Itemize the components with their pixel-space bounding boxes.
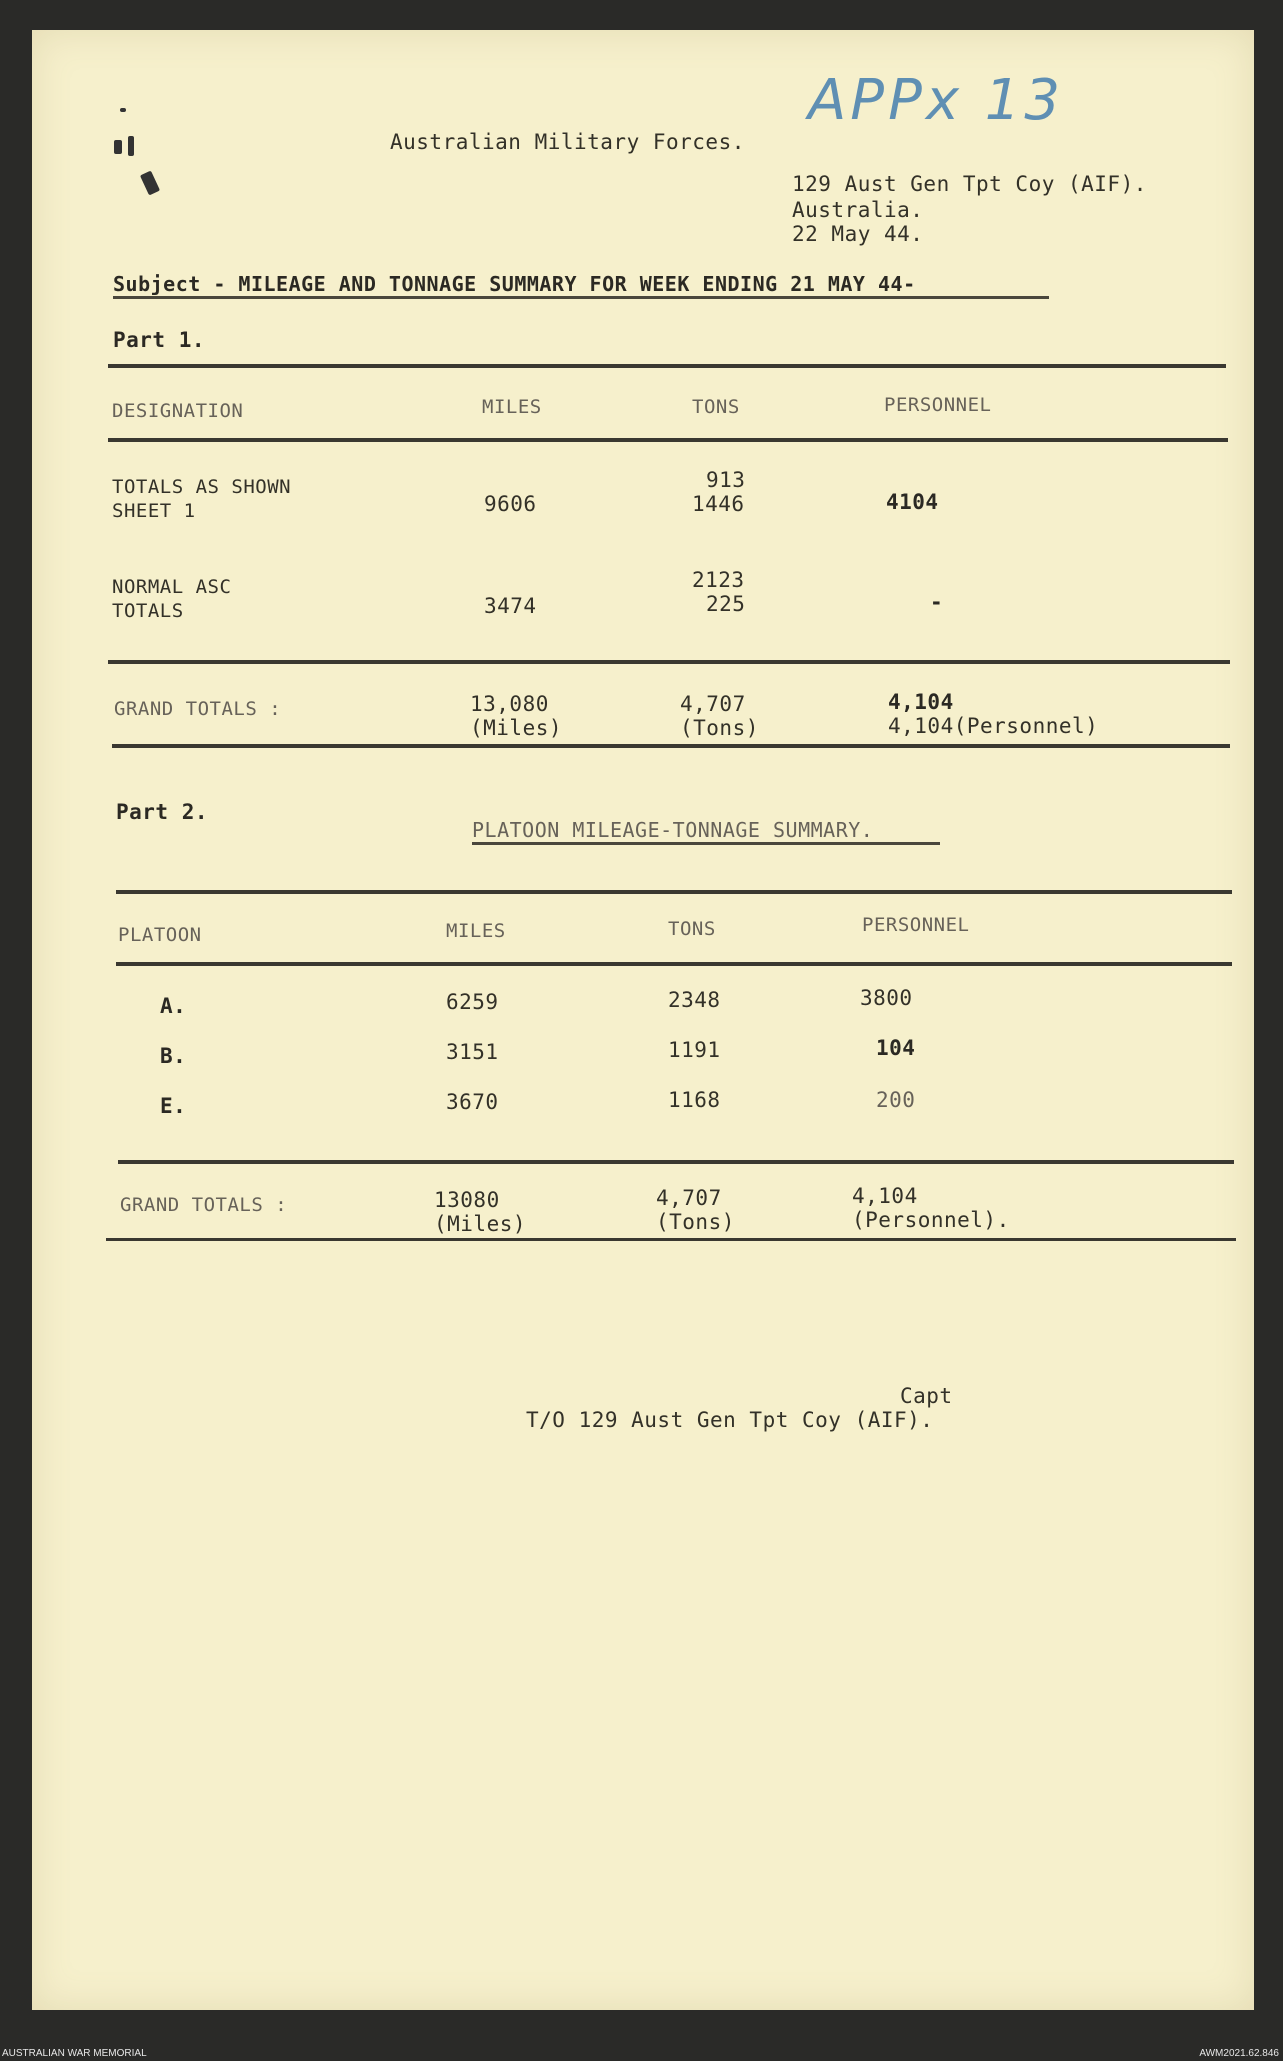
rule <box>118 1160 1234 1164</box>
header-miles: MILES <box>482 396 542 418</box>
org-heading: Australian Military Forces. <box>390 130 745 154</box>
header-tons: TONS <box>668 918 716 940</box>
footer-left: AUSTRALIAN WAR MEMORIAL <box>2 2048 147 2059</box>
row-designation: TOTALS <box>112 600 184 622</box>
grand-totals-label: GRAND TOTALS : <box>114 698 282 720</box>
rule <box>108 364 1226 368</box>
platoon-personnel: 104 <box>876 1036 916 1060</box>
rule <box>112 744 1230 748</box>
grand-miles-unit: (Miles) <box>434 1212 527 1236</box>
rule <box>116 962 1232 966</box>
part2-title-underline <box>472 842 940 845</box>
platoon-tons: 2348 <box>668 988 721 1012</box>
row-miles: 9606 <box>484 492 537 516</box>
header-tons: TONS <box>692 396 740 418</box>
grand-personnel: 4,104 <box>852 1184 918 1208</box>
platoon-miles: 6259 <box>446 990 499 1014</box>
grand-miles-unit: (Miles) <box>470 716 563 740</box>
platoon-personnel: 200 <box>876 1088 916 1112</box>
row-designation: NORMAL ASC <box>112 576 232 598</box>
part1-label: Part 1. <box>113 328 206 352</box>
grand-personnel-unit: (Personnel). <box>852 1208 1010 1232</box>
platoon-miles: 3151 <box>446 1040 499 1064</box>
platoon-tons: 1168 <box>668 1088 721 1112</box>
grand-tons: 4,707 <box>680 692 746 716</box>
row-tons: 2123 <box>692 568 745 592</box>
handwritten-annotation: APPx 13 <box>808 68 1065 133</box>
header-platoon: PLATOON <box>118 924 202 946</box>
row-miles: 3474 <box>484 594 537 618</box>
date: 22 May 44. <box>792 222 924 246</box>
header-designation: DESIGNATION <box>112 400 244 422</box>
grand-personnel: 4,104 <box>888 690 954 714</box>
rule <box>106 1238 1236 1241</box>
part2-label: Part 2. <box>116 800 209 824</box>
document-page <box>32 30 1254 2010</box>
grand-tons: 4,707 <box>656 1186 722 1210</box>
unit-name: 129 Aust Gen Tpt Coy (AIF). <box>792 172 1147 196</box>
row-tons: 913 <box>706 468 746 492</box>
platoon-tons: 1191 <box>668 1038 721 1062</box>
subject-line: Subject - MILEAGE AND TONNAGE SUMMARY FOR WEEK ENDING 21 MAY 44- <box>113 272 916 296</box>
row-personnel: - <box>930 590 944 614</box>
row-designation: SHEET 1 <box>112 500 196 522</box>
grand-miles: 13080 <box>434 1188 500 1212</box>
platoon-personnel: 3800 <box>860 986 913 1010</box>
grand-tons-unit: (Tons) <box>680 716 759 740</box>
footer-right: AWM2021.62.846 <box>1199 2048 1279 2059</box>
header-miles: MILES <box>446 920 506 942</box>
signature-line: T/O 129 Aust Gen Tpt Coy (AIF). <box>526 1408 934 1432</box>
rule <box>108 660 1230 664</box>
header-personnel: PERSONNEL <box>884 394 992 416</box>
rule <box>116 890 1232 894</box>
header-personnel: PERSONNEL <box>862 914 970 936</box>
platoon-name: E. <box>160 1094 187 1118</box>
row-tons: 225 <box>706 592 746 616</box>
part2-title: PLATOON MILEAGE-TONNAGE SUMMARY. <box>472 818 874 842</box>
location: Australia. <box>792 198 924 222</box>
grand-miles: 13,080 <box>470 692 549 716</box>
grand-totals-label: GRAND TOTALS : <box>120 1194 288 1216</box>
row-designation: TOTALS AS SHOWN <box>112 476 292 498</box>
subject-underline <box>113 296 1049 299</box>
grand-tons-unit: (Tons) <box>656 1210 735 1234</box>
signature-rank: Capt <box>900 1384 953 1408</box>
row-tons: 1446 <box>692 492 745 516</box>
row-personnel: 4104 <box>886 490 939 514</box>
rule <box>108 438 1228 442</box>
platoon-miles: 3670 <box>446 1090 499 1114</box>
grand-personnel-unit: 4,104(Personnel) <box>888 714 1099 738</box>
platoon-name: B. <box>160 1044 187 1068</box>
platoon-name: A. <box>160 994 187 1018</box>
